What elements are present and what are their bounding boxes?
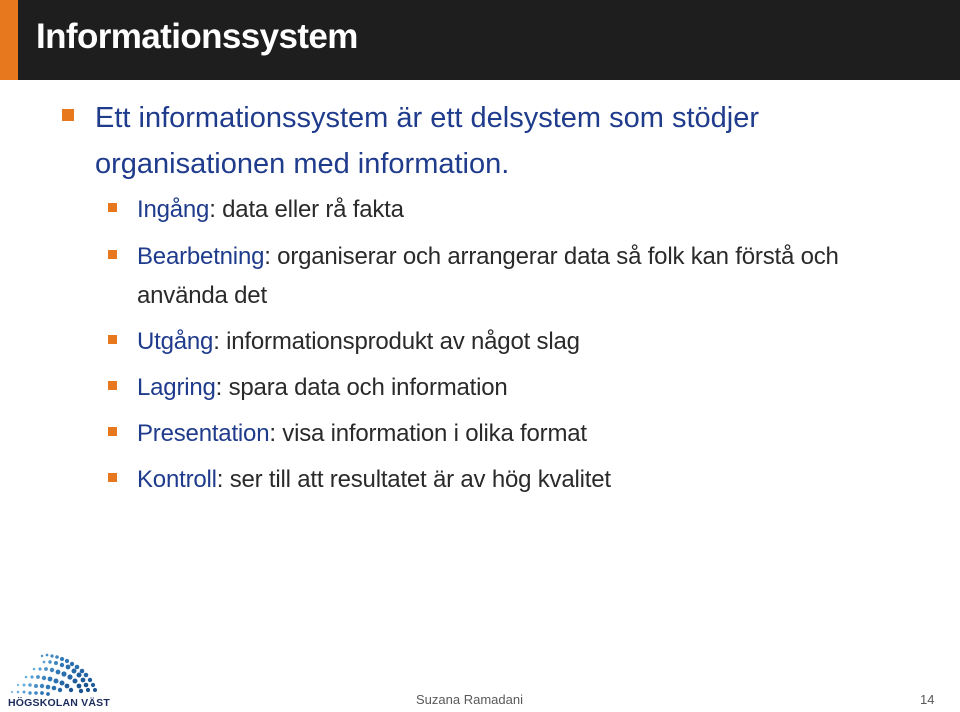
sub-bullet-item [137, 190, 917, 229]
bullet-square-icon [108, 427, 117, 436]
footer-author: Suzana Ramadani [416, 692, 523, 707]
bullet-square-icon [108, 473, 117, 482]
page-number: 14 [920, 692, 935, 707]
bullet-square-icon [108, 381, 117, 390]
sub-bullet-term: Ingång [137, 196, 210, 223]
sub-bullet-term: Utgång [137, 328, 214, 355]
sub-bullet-text: : ser till att resultatet är av hög kvalitet [216, 466, 611, 493]
main-bullet-text: Ett informationssystem är ett delsystem som stödjer organisationen med information. [95, 102, 759, 180]
sub-bullet-term: Kontroll [137, 466, 217, 493]
sub-bullet-item [137, 460, 917, 499]
bullet-square-icon [108, 203, 117, 212]
title-accent [0, 0, 18, 80]
sub-bullet-item [137, 322, 917, 361]
bullet-square-icon [108, 335, 117, 344]
sub-bullet-item [137, 237, 917, 315]
sub-bullet-item [137, 368, 917, 407]
sub-bullet-text: : organiserar och arrangerar data så folk kan förstå och använda det [137, 243, 839, 309]
sub-bullet-text: : informationsprodukt av något slag [213, 328, 580, 355]
logo-text: HÖGSKOLAN VÄST [8, 697, 110, 709]
sub-bullet-text: : spara data och information [215, 374, 508, 401]
sub-bullet-term: Lagring [137, 374, 216, 401]
sub-bullet-term: Bearbetning [137, 243, 265, 270]
slide-title: Informationssystem [36, 17, 358, 56]
logo-dot-pattern [11, 654, 97, 696]
bullet-square-icon [62, 109, 74, 121]
title-bar [0, 0, 960, 80]
sub-bullet-text: : visa information i olika format [269, 420, 587, 447]
bullet-square-icon [108, 250, 117, 259]
sub-bullet-item [137, 414, 917, 453]
sub-bullet-text: : data eller rå fakta [209, 196, 404, 223]
sub-bullet-term: Presentation [137, 420, 270, 447]
